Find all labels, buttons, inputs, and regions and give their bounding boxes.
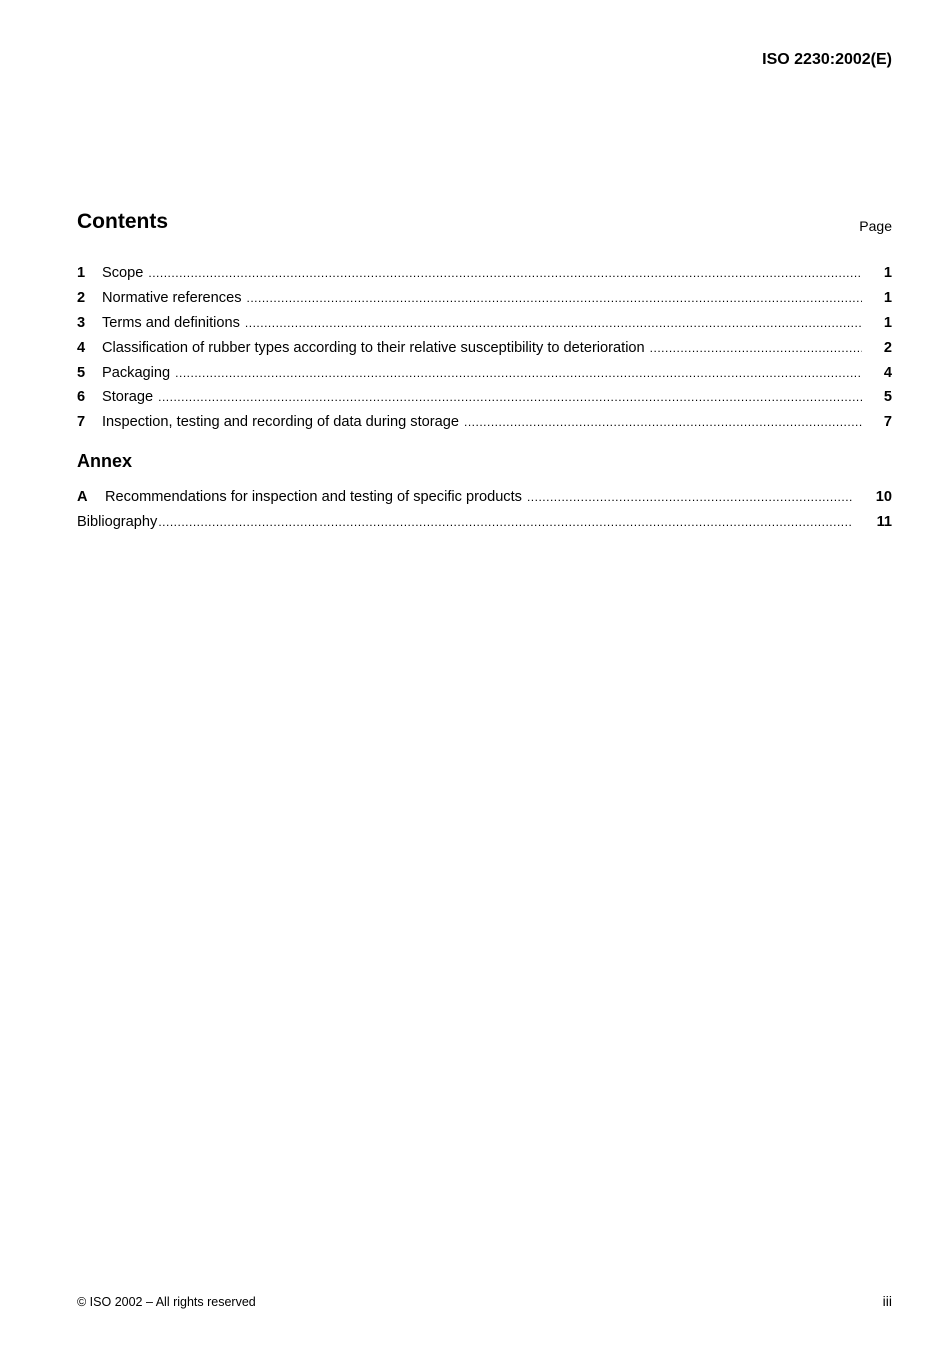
toc-entry-page: 2 (883, 339, 892, 356)
dot-leader (527, 487, 852, 507)
toc-entry-page: 7 (883, 414, 892, 431)
toc-entry-title: Scope (102, 265, 144, 281)
toc-entry-bibliography[interactable] (77, 512, 892, 537)
toc-entry-title: Normative references (102, 289, 242, 306)
contents-title: Contents (77, 210, 168, 233)
dot-leader (650, 338, 862, 358)
page-number: iii (882, 1293, 892, 1309)
annex-heading: Annex (77, 451, 133, 471)
dot-leader (158, 387, 862, 407)
toc-entry-packaging[interactable] (77, 363, 892, 388)
toc-entry-number: 4 (77, 339, 86, 356)
toc-entry-classification[interactable] (77, 338, 892, 363)
toc-entry-normative-references[interactable] (77, 288, 892, 313)
toc-entry-title: Packaging (102, 364, 171, 381)
toc-entry-number: 7 (77, 414, 86, 431)
toc-entry-page: 1 (883, 289, 892, 306)
toc-entry-page: 1 (883, 265, 892, 281)
toc-entry-title: Bibliography (77, 513, 158, 530)
toc-entry-page: 5 (883, 389, 892, 406)
toc-entry-title: Classification of rubber types according to their relative susceptibility to deterioration (102, 339, 645, 356)
toc-entry-page: 11 (876, 513, 892, 530)
toc-entry-page: 1 (883, 314, 892, 331)
document-id: ISO 2230:2002(E) (762, 51, 892, 68)
copyright-notice: © ISO 2002 – All rights reserved (77, 1295, 256, 1309)
toc-entry-number: 2 (77, 289, 86, 306)
toc-entry-title: Recommendations for inspection and testing of specific products (105, 489, 522, 505)
annex-list (77, 487, 892, 537)
dot-leader (247, 288, 862, 308)
toc-entry-terms-definitions[interactable] (77, 313, 892, 338)
dot-leader (245, 313, 862, 333)
toc-list (77, 263, 892, 437)
toc-entry-title: Terms and definitions (102, 314, 240, 331)
page-column-label: Page (859, 218, 892, 234)
toc-entry-number: 3 (77, 314, 86, 331)
toc-entry-annex-a[interactable] (77, 487, 892, 512)
toc-entry-number: 6 (77, 389, 86, 406)
dot-leader (175, 363, 862, 383)
toc-entry-scope[interactable] (77, 263, 892, 288)
dot-leader (158, 512, 852, 532)
toc-entry-inspection[interactable] (77, 412, 892, 437)
toc-entry-title: Storage (102, 389, 154, 406)
toc-entry-title: Inspection, testing and recording of data during storage (102, 414, 459, 431)
toc-entry-number: A (77, 489, 88, 505)
toc-entry-page: 4 (883, 364, 892, 381)
dot-leader (148, 263, 862, 283)
toc-entry-number: 5 (77, 364, 86, 381)
toc-entry-number: 1 (77, 265, 86, 281)
dot-leader (464, 412, 862, 432)
toc-entry-storage[interactable] (77, 387, 892, 412)
toc-entry-page: 10 (875, 489, 892, 505)
